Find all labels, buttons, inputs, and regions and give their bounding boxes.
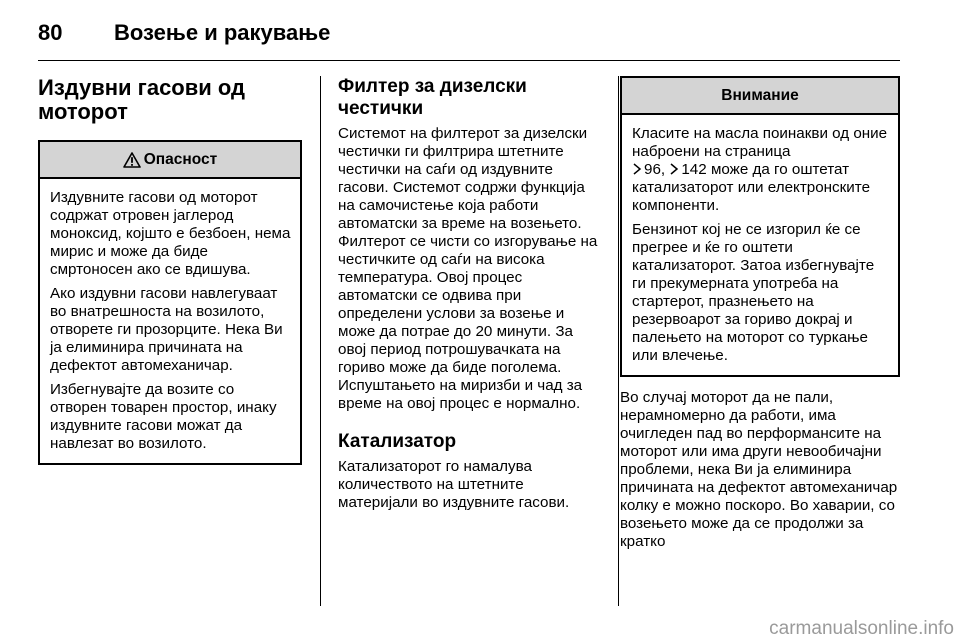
heading-line: Издувни гасови од <box>38 75 246 100</box>
danger-box-header <box>40 142 300 179</box>
notice-box <box>620 76 900 377</box>
header-rule <box>38 60 900 61</box>
section-heading-diesel-filter <box>338 76 602 120</box>
notice-paragraph: Бензинот кој не се изгорил ќе се прегрее и ќе го оштети катализаторот. Затоа избегнувајте ги прекумерната употреба на стартерот, празнењето на резервоарот за гориво докрај и палењето на моторот со туркање или влечење. <box>632 221 875 364</box>
column-right <box>620 76 900 551</box>
page-header <box>38 16 900 52</box>
section-heading-catalyst: Катализатор <box>338 431 457 452</box>
notice-box-title: Внимание <box>721 86 799 104</box>
page-reference-link[interactable]: 96, <box>644 161 666 178</box>
column-left <box>38 76 302 465</box>
heading-line: моторот <box>38 99 128 124</box>
heading-line: Филтер за дизелски <box>338 76 527 97</box>
danger-paragraph: Ако издувни гасови навлегуваат во внатрешноста на возилото, отворете ги прозорците. Нека Ви ја елиминира причината на дефектот автомеханичар. <box>50 285 283 374</box>
notice-paragraph <box>632 125 890 215</box>
danger-box-title: Опасност <box>143 150 218 168</box>
notice-box-body <box>622 115 898 375</box>
notice-text: Класите на масла поинакви од оние наброени на страница <box>632 125 888 160</box>
warning-triangle-icon <box>123 152 141 168</box>
watermark: carmanualsonline.info <box>769 618 954 639</box>
engine-problem-paragraph: Во случај моторот да не пали, нерамномерно да работи, има очигледен пад во перформансите на моторот или има други невообичајни проблеми, нека Ви ја елиминира причината на дефектот автомеханичар колку е можно поскоро. Во хаварии, со возењето може да се продолжи за кратко <box>620 389 898 550</box>
column-divider <box>618 76 619 606</box>
danger-box <box>38 140 302 465</box>
notice-text: може да го оштетат катализаторот или електронските компоненти. <box>632 161 871 214</box>
diesel-filter-paragraph: Системот на филтерот за дизелски честички ги филтрира штетните честички на саѓи од издувните гасови. Системот содржи функција на самочистење која работи автоматски за време на возењето. Филтерот се чисти со изгорување на честичките од саѓи на висока температура. Овој процес автоматски се одвива при определени услови за возење и може да потрае до 20 минути. За овој период потрошувачката на гориво може да биде поголема. Испуштањето на миризби и чад за време на овој процес е нормално. <box>338 125 598 412</box>
column-middle <box>338 76 602 512</box>
danger-paragraph: Избегнувајте да возите со отворен товарен простор, инаку издувните гасови можат да навлезат во возилото. <box>50 381 277 452</box>
page-number: 80 <box>38 20 63 45</box>
page-reference-arrow-icon[interactable] <box>632 163 642 175</box>
page-reference-link[interactable]: 142 <box>681 161 707 178</box>
page-reference-arrow-icon[interactable] <box>669 163 679 175</box>
column-divider <box>320 76 321 606</box>
danger-paragraph: Издувните гасови од моторот содржат отровен јаглерод моноксид, којшто е безбоен, нема мирис и може да биде смртоносен ако се вдишува. <box>50 189 291 278</box>
catalyst-paragraph: Катализаторот го намалува количеството на штетните материјали во издувните гасови. <box>338 458 570 511</box>
heading-line: честички <box>338 98 424 119</box>
danger-box-body <box>40 179 300 463</box>
chapter-title: Возење и ракување <box>114 20 331 45</box>
notice-box-header <box>622 78 898 115</box>
section-heading-exhaust <box>38 76 302 124</box>
